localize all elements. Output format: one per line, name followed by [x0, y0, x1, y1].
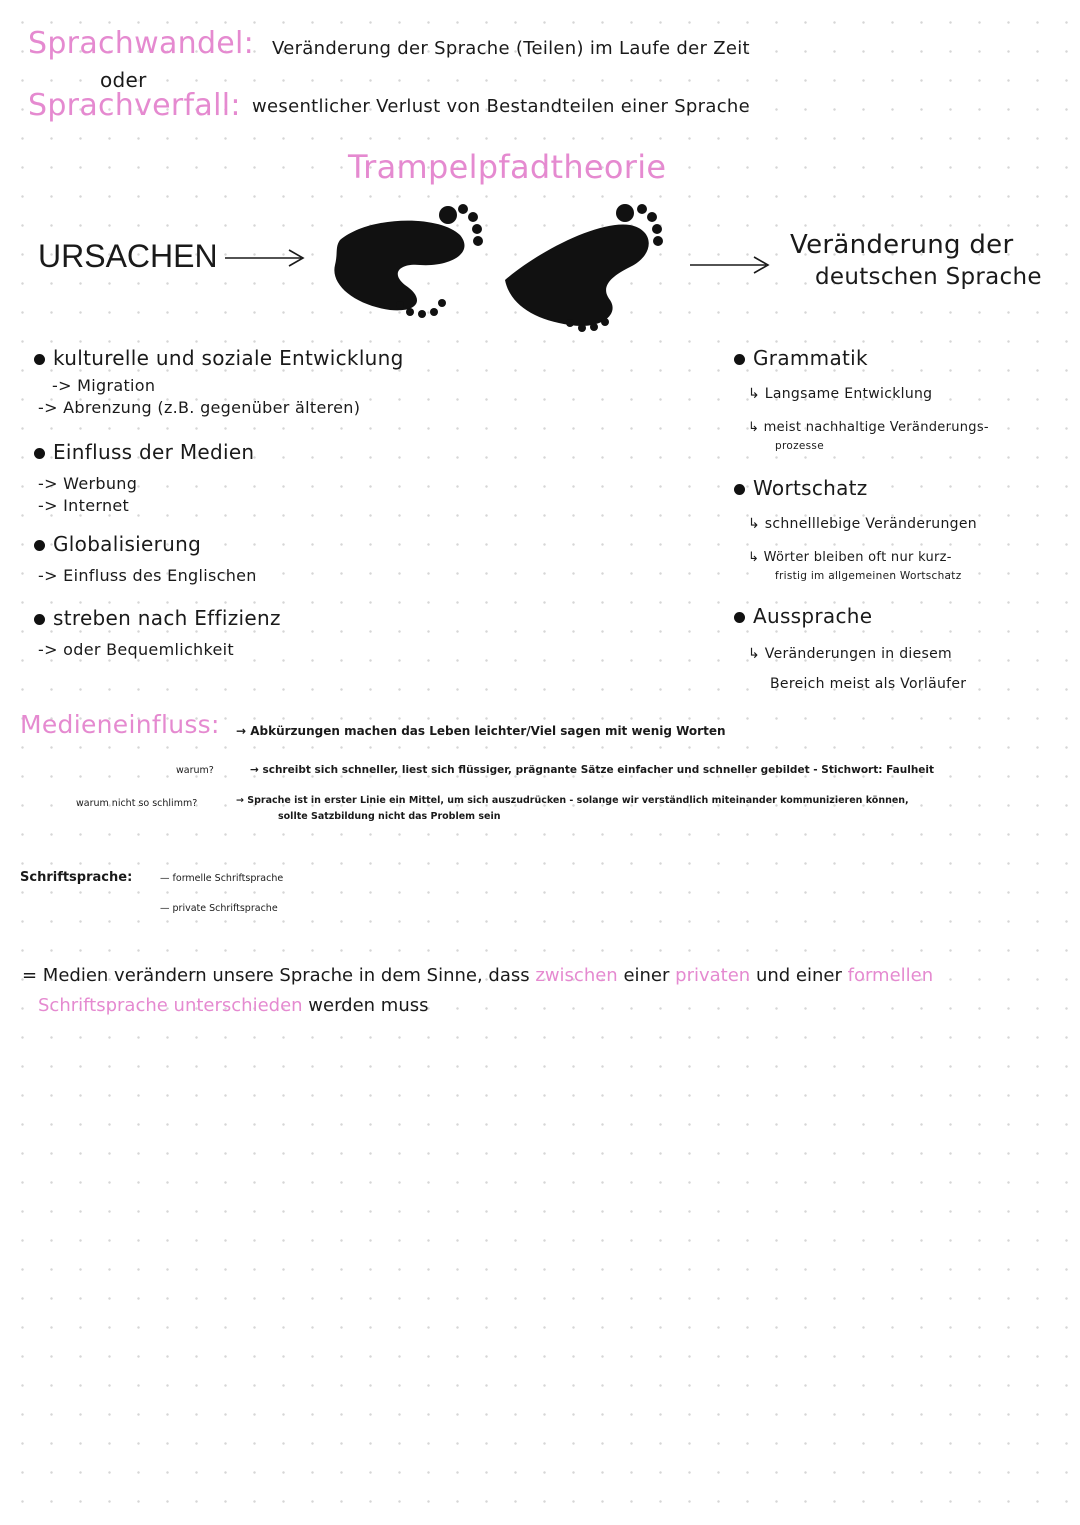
effect-title-line1: Veränderung der: [790, 230, 1014, 260]
cause-sub-1b: -> Abrenzung (z.B. gegenüber älteren): [38, 398, 361, 417]
cause-item-2: Einfluss der Medien: [34, 440, 254, 464]
media-why-text: → schreibt sich schneller, liest sich flüssiger, prägnante Sätze einfacher und schneller gebildet - Stichwort: Faulheit: [250, 764, 935, 776]
media-whynot-label: warum nicht so schlimm?: [76, 798, 198, 809]
arrow-right-icon: [225, 248, 305, 268]
cause-sub-2b: -> Internet: [38, 496, 130, 515]
term-sprachwandel-definition: Veränderung der Sprache (Teilen) im Laufe der Zeit: [272, 38, 750, 59]
effect-sub-1a: ↳ Langsame Entwicklung: [748, 386, 933, 402]
conclusion-line-2: Schriftsprache unterschieden werden muss: [38, 995, 429, 1016]
written-title: Schriftsprache:: [20, 870, 133, 885]
theory-title: Trampelpfadtheorie: [348, 148, 667, 186]
effect-sub-3a: ↳ Veränderungen in diesem: [748, 646, 952, 662]
bullet-icon: [34, 540, 45, 551]
bullet-icon: [34, 354, 45, 365]
effect-item-grammatik: Grammatik: [734, 346, 868, 370]
connector-oder: oder: [100, 68, 147, 92]
arrow-right-icon: [690, 255, 770, 275]
media-whynot-text-1: → Sprache ist in erster Linie ein Mittel, um sich auszudrücken - solange wir verständlich miteinander kommunizieren können,: [236, 795, 909, 806]
effect-sub-1b: ↳ meist nachhaltige Veränderungs-: [748, 420, 989, 435]
arrow-icon: →: [236, 724, 251, 738]
written-item-private: — private Schriftsprache: [160, 903, 278, 914]
effect-sub-2c: fristig im allgemeinen Wortschatz: [775, 570, 962, 582]
term-sprachverfall-definition: wesentlicher Verlust von Bestandteilen einer Sprache: [252, 96, 750, 117]
bullet-icon: [34, 614, 45, 625]
cause-sub-4a: -> oder Bequemlichkeit: [38, 640, 234, 659]
effect-sub-3b: Bereich meist als Vorläufer: [770, 676, 967, 692]
cause-item-1: kulturelle und soziale Entwicklung: [34, 346, 404, 370]
bullet-icon: [34, 448, 45, 459]
effect-sub-2b: ↳ Wörter bleiben oft nur kurz-: [748, 550, 952, 565]
cause-item-3: Globalisierung: [34, 532, 201, 556]
cause-sub-3a: -> Einfluss des Englischen: [38, 566, 257, 585]
written-item-formal: — formelle Schriftsprache: [160, 873, 284, 884]
conclusion-line-1: = Medien verändern unsere Sprache in dem Sinne, dass zwischen einer privaten und einer formellen: [22, 965, 934, 986]
effect-item-aussprache: Aussprache: [734, 604, 872, 628]
effect-sub-2a: ↳ schnelllebige Veränderungen: [748, 516, 977, 532]
effect-item-wortschatz: Wortschatz: [734, 476, 868, 500]
arrow-icon: →: [250, 764, 263, 776]
media-title: Medieneinfluss:: [20, 710, 220, 739]
media-why-label: warum?: [176, 765, 214, 776]
media-main-text: → Abkürzungen machen das Leben leichter/Viel sagen mit wenig Worten: [236, 724, 726, 738]
cause-sub-2a: -> Werbung: [38, 474, 138, 493]
effect-title-line2: deutschen Sprache: [815, 264, 1042, 290]
bullet-icon: [734, 484, 745, 495]
arrow-icon: →: [236, 795, 248, 806]
term-sprachverfall: Sprachverfall:: [28, 88, 241, 123]
bullet-icon: [734, 354, 745, 365]
footprints-icon: [330, 195, 680, 340]
bullet-icon: [734, 612, 745, 623]
term-sprachwandel: Sprachwandel:: [28, 26, 255, 61]
cause-sub-1a: -> Migration: [52, 376, 156, 395]
effect-sub-1c: prozesse: [775, 440, 824, 452]
causes-title: URSACHEN: [38, 238, 218, 274]
media-whynot-text-2: sollte Satzbildung nicht das Problem sein: [278, 811, 501, 822]
cause-item-4: streben nach Effizienz: [34, 606, 281, 630]
